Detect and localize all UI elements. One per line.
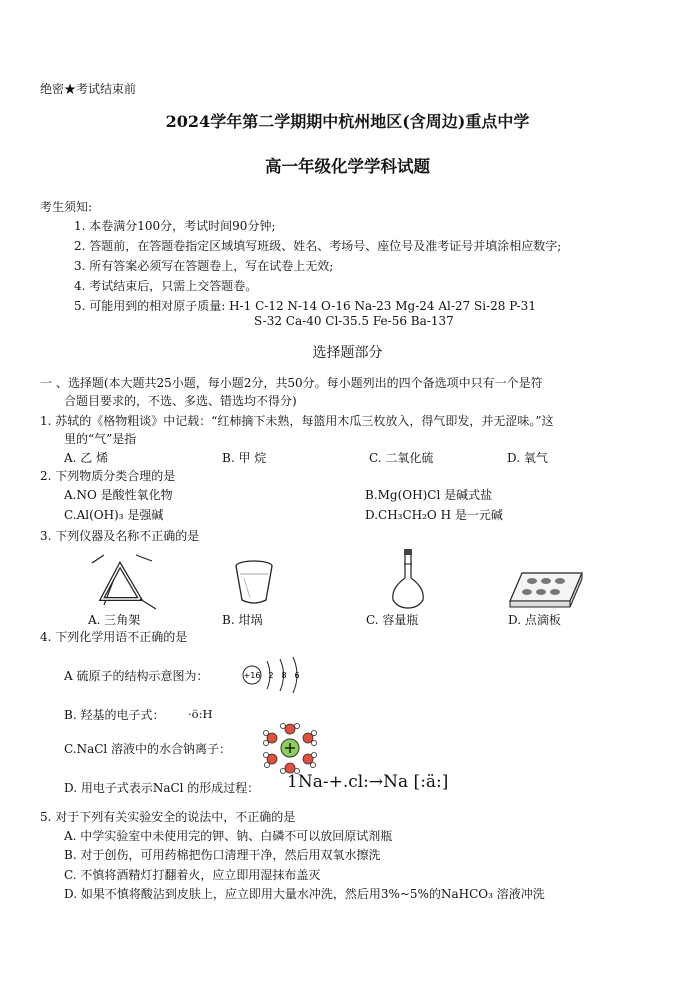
shell-1-label: 2 (268, 671, 274, 680)
notice-item-2: 2. 答题前，在答题卷指定区域填写班级、姓名、考场号、座位号及准考证号并填涂相应数字; (74, 239, 562, 253)
spot-plate-image (508, 571, 584, 611)
notice-item-4: 4. 考试结束后，只需上交答题卷。 (74, 279, 258, 293)
q2-option-b: B.Mg(OH)Cl 是碱式盐 (365, 488, 493, 502)
question-1-stem-cont: 里的“气”是指 (64, 432, 137, 446)
q4-option-d: D. 用电子式表示NaCl 的形成过程： (64, 781, 260, 795)
q4-option-b: B. 羟基的电子式： (64, 708, 165, 722)
exam-subtitle: 高一年级化学学科试题 (265, 157, 430, 176)
q1-option-c: C. 二氧化硫 (369, 451, 434, 465)
hydrated-sodium-ion-image (262, 722, 318, 774)
q2-option-c: C.Al(OH)₃ 是强碱 (64, 508, 164, 522)
part1-instructions-cont: 合题目要求的，不选、多选、错选均不得分) (64, 394, 297, 408)
notice-heading: 考生须知: (40, 200, 93, 214)
q3-option-c: C. 容量瓶 (366, 613, 419, 627)
shell-3-label: 6 (294, 671, 300, 680)
q4-option-c: C.NaCl 溶液中的水合钠离子： (64, 742, 232, 756)
q3-option-b: B. 坩埚 (222, 613, 263, 627)
q5-option-b: B. 对于创伤，可用药棉把伤口清理干净，然后用双氧水擦洗 (64, 848, 381, 862)
volumetric-flask-image (388, 548, 428, 610)
q3-option-d: D. 点滴板 (508, 613, 561, 627)
question-5-stem: 5. 对于下列有关实验安全的说法中，不正确的是 (40, 810, 296, 824)
q2-option-d: D.CH₃CH₂O H 是一元碱 (365, 508, 503, 522)
question-4-stem: 4. 下列化学用语不正确的是 (40, 630, 188, 644)
q5-option-d: D. 如果不慎将酸沾到皮肤上，应立即用大量水冲洗，然后用3%~5%的NaHCO₃ 溶液冲洗 (64, 887, 545, 901)
crucible-image (232, 558, 276, 608)
q3-option-a: A. 三角架 (88, 613, 141, 627)
q1-option-b: B. 甲 烷 (222, 451, 267, 465)
question-1-stem: 1. 苏轼的《格物粗谈》中记载：“红柿摘下未熟，每篮用木瓜三枚放入，得气即发，并无涩味。”这 (40, 414, 554, 428)
nucleus-label: +16 (243, 671, 261, 680)
notice-item-3: 3. 所有答案必须写在答题卷上，写在试卷上无效; (74, 259, 334, 273)
question-2-stem: 2. 下列物质分类合理的是 (40, 469, 176, 483)
q1-option-a: A. 乙 烯 (64, 451, 109, 465)
exam-title: 2024学年第二学期期中杭州地区(含周边)重点中学 (165, 112, 530, 131)
part1-instructions: 一 、选择题(本大题共25小题，每小题2分，共50分。每小题列出的四个备选项中只有一个是符 (40, 376, 543, 390)
q1-option-d: D. 氧气 (507, 451, 548, 465)
confidential-mark: 绝密★考试结束前 (40, 82, 137, 96)
hydroxyl-electron-formula: ·ö:H (188, 707, 213, 721)
question-3-stem: 3. 下列仪器及名称不正确的是 (40, 529, 200, 543)
section-title: 选择题部分 (312, 345, 383, 361)
q4-option-a: A 硫原子的结构示意图为： (64, 669, 209, 683)
shell-2-label: 8 (281, 671, 287, 680)
notice-item-5-cont: S-32 Ca-40 Cl-35.5 Fe-56 Ba-137 (254, 314, 454, 328)
q5-option-a: A. 中学实验室中未使用完的钾、钠、白磷不可以放回原试剂瓶 (64, 829, 393, 843)
nacl-formation-formula: 1Na-+.cl:→Na [:ä:] (287, 772, 449, 792)
notice-item-5: 5. 可能用到的相对原子质量: H-1 C-12 N-14 O-16 Na-23 Mg-24 Al-27 Si-28 P-31 (74, 299, 536, 313)
sulfur-atom-diagram (240, 655, 306, 695)
q5-option-c: C. 不慎将酒精灯打翻着火，应立即用湿抹布盖灭 (64, 868, 321, 882)
notice-item-1: 1. 本卷满分100分，考试时间90分钟; (74, 219, 276, 233)
clay-triangle-image (90, 553, 170, 613)
q2-option-a: A.NO 是酸性氧化物 (64, 488, 173, 502)
